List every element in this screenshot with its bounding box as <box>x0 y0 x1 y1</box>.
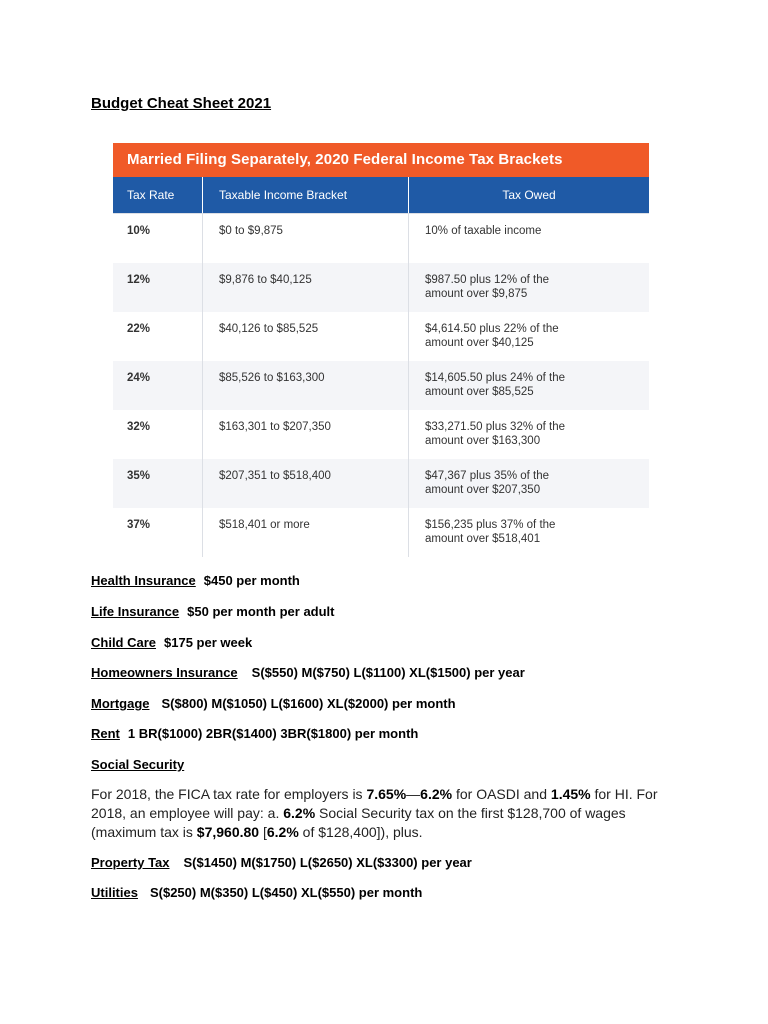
life-insurance-value: $50 per month per adult <box>187 604 335 619</box>
ss-text: Social Security tax on the first $128,700 of wages (maximum tax is <box>91 805 626 840</box>
cell-bracket: $85,526 to $163,300 <box>202 361 408 410</box>
cell-owed <box>408 459 649 508</box>
social-security-paragraph <box>91 785 691 842</box>
cell-owed-line1: $987.50 plus 12% of the <box>425 274 550 286</box>
cell-rate: 35% <box>127 470 151 482</box>
cell-owed <box>408 410 649 459</box>
health-insurance-value: $450 per month <box>203 573 300 588</box>
utilities-label: Utilities <box>91 885 138 900</box>
child-care-value: $175 per week <box>164 635 253 650</box>
cell-owed-line1: $33,271.50 plus 32% of the <box>425 421 566 433</box>
cell-rate: 32% <box>127 421 151 433</box>
ss-text: of $128,400]), plus. <box>298 824 423 840</box>
life-insurance-line <box>91 604 335 619</box>
ss-bold: 1.45% <box>550 786 591 802</box>
header-tax-rate: Tax Rate <box>127 188 175 202</box>
cell-bracket: $163,301 to $207,350 <box>202 410 408 459</box>
header-tax-owed: Tax Owed <box>408 177 649 213</box>
table-row <box>113 459 649 508</box>
cell-owed-line2: amount over $163,300 <box>425 435 541 447</box>
ss-text: for OASDI and <box>452 786 551 802</box>
cell-bracket: $518,401 or more <box>202 508 408 557</box>
social-security-label: Social Security <box>91 757 185 772</box>
homeowners-insurance-line <box>91 665 525 680</box>
rent-value: 1 BR($1000) 2BR($1400) 3BR($1800) per month <box>127 726 419 741</box>
mortgage-line <box>91 696 456 711</box>
mortgage-value: S($800) M($1050) L($1600) XL($2000) per month <box>161 696 456 711</box>
ss-bold: 6.2% <box>283 805 316 821</box>
cell-rate: 22% <box>127 323 151 335</box>
cell-owed <box>408 214 649 263</box>
cell-owed <box>408 312 649 361</box>
table-row <box>113 312 649 361</box>
ss-bold: 7.65% <box>366 786 407 802</box>
cell-bracket: $40,126 to $85,525 <box>202 312 408 361</box>
cell-bracket: $207,351 to $518,400 <box>202 459 408 508</box>
rent-label: Rent <box>91 726 120 741</box>
cell-owed-line1: $14,605.50 plus 24% of the <box>425 372 566 384</box>
ss-text: for HI. For 2018, an employee will pay: a. <box>91 786 658 821</box>
table-row <box>113 410 649 459</box>
cell-owed <box>408 361 649 410</box>
cell-owed-line1: $47,367 plus 35% of the <box>425 470 550 482</box>
cell-owed <box>408 263 649 312</box>
cell-owed-line2: amount over $40,125 <box>425 337 534 349</box>
cell-rate: 10% <box>127 225 151 237</box>
life-insurance-label: Life Insurance <box>91 604 180 619</box>
table-row <box>113 361 649 410</box>
cell-owed-line2: amount over $207,350 <box>425 484 541 496</box>
tax-bracket-table <box>113 143 649 557</box>
cell-owed-line2: amount over $518,401 <box>425 533 541 545</box>
homeowners-insurance-label: Homeowners Insurance <box>91 665 238 680</box>
rent-line <box>91 726 418 741</box>
property-tax-label: Property Tax <box>91 855 170 870</box>
homeowners-insurance-value: S($550) M($750) L($1100) XL($1500) per year <box>251 665 525 680</box>
ss-text: For 2018, the FICA tax rate for employers is <box>91 786 367 802</box>
ss-bold: 6.2% <box>266 824 299 840</box>
page-title: Budget Cheat Sheet 2021 <box>91 95 272 112</box>
cell-rate: 24% <box>127 372 151 384</box>
social-security-line <box>91 757 192 772</box>
cell-owed <box>408 508 649 557</box>
cell-owed-line1: 10% of taxable income <box>425 225 542 237</box>
cell-bracket: $9,876 to $40,125 <box>202 263 408 312</box>
utilities-line <box>91 885 422 900</box>
property-tax-line <box>91 855 472 870</box>
ss-text: [ <box>259 824 267 840</box>
table-title: Married Filing Separately, 2020 Federal Income Tax Brackets <box>113 143 649 177</box>
utilities-value: S($250) M($350) L($450) XL($550) per month <box>149 885 423 900</box>
cell-owed-line1: $4,614.50 plus 22% of the <box>425 323 559 335</box>
cell-rate: 12% <box>127 274 151 286</box>
header-income-bracket: Taxable Income Bracket <box>202 177 408 213</box>
ss-text: — <box>406 786 421 802</box>
cell-owed-line2: amount over $9,875 <box>425 288 528 300</box>
property-tax-value: S($1450) M($1750) L($2650) XL($3300) per year <box>183 855 472 870</box>
mortgage-label: Mortgage <box>91 696 150 711</box>
cell-owed-line2: amount over $85,525 <box>425 386 534 398</box>
table-row <box>113 508 649 557</box>
table-row <box>113 263 649 312</box>
child-care-line <box>91 635 252 650</box>
table-header-row <box>113 177 649 213</box>
ss-bold: $7,960.80 <box>196 824 260 840</box>
cell-owed-line1: $156,235 plus 37% of the <box>425 519 556 531</box>
table-row <box>113 214 649 263</box>
cell-rate: 37% <box>127 519 151 531</box>
child-care-label: Child Care <box>91 635 157 650</box>
health-insurance-line <box>91 573 300 588</box>
health-insurance-label: Health Insurance <box>91 573 196 588</box>
ss-bold: 6.2% <box>420 786 453 802</box>
cell-bracket: $0 to $9,875 <box>202 214 408 263</box>
